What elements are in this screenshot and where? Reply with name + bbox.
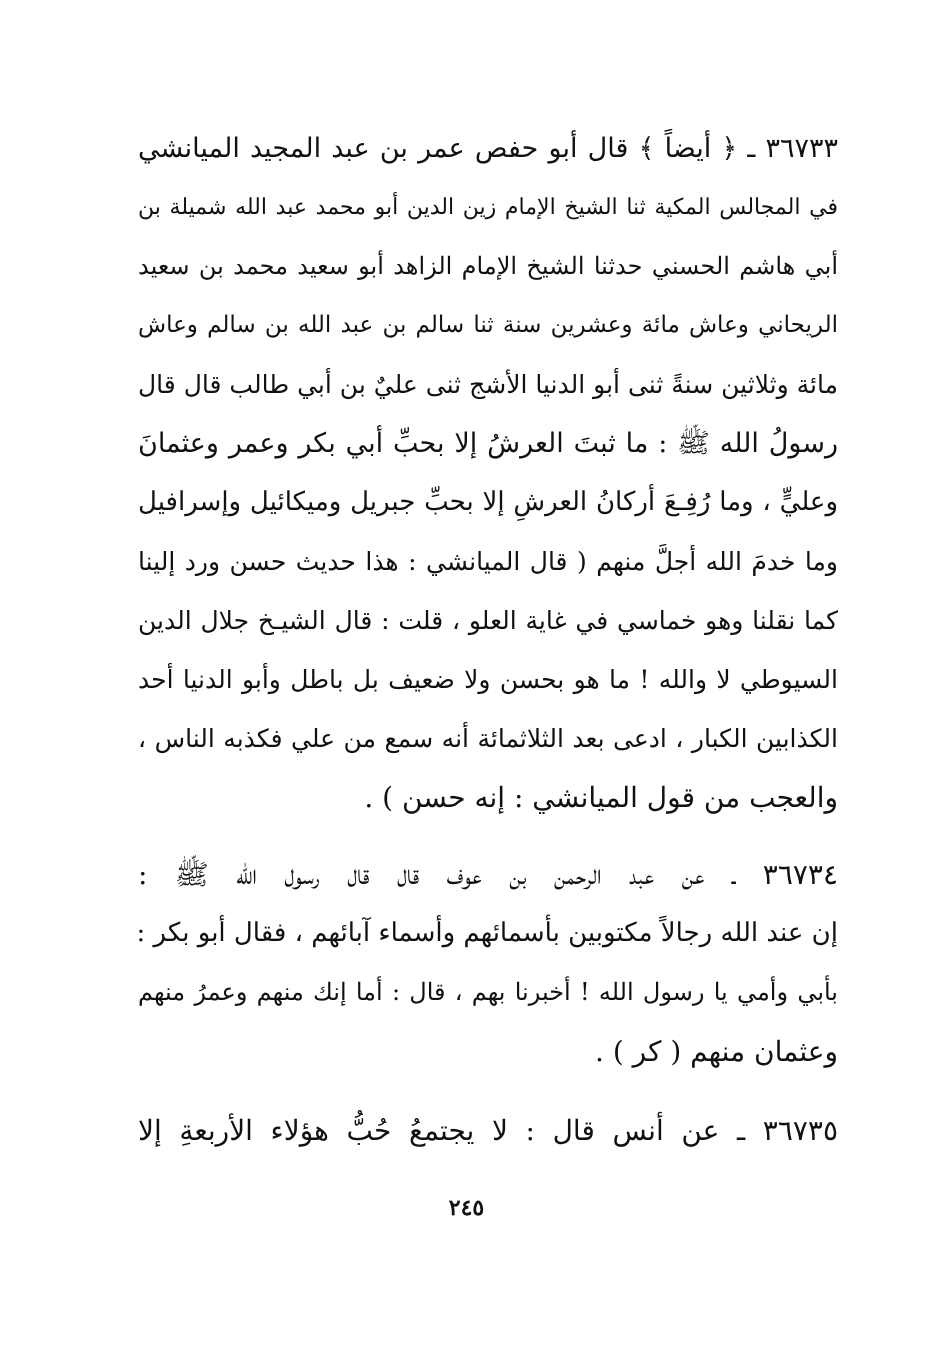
hadith-36734 xyxy=(138,845,838,1081)
text-line: الريحاني وعاش مائة وعشرين سنة ثنا سالم بن عبد الله بن سالم وعاش xyxy=(138,312,838,338)
text-line: وعثمان منهم ( كر ) . xyxy=(595,1035,838,1068)
text-line: الكذابين الكبار ، ادعى بعد الثلاثمائة أنه سمع من علي فكذبه الناس ، xyxy=(138,724,838,753)
text-line: وما خدمَ الله أجلَّ منهم ( قال الميانشي : هذا حديث حسن ورد إلينا xyxy=(138,547,838,576)
text-line: في المجالس المكية ثنا الشيخ الإمام زين الدين أبو محمد عبد الله شميلة بن xyxy=(138,195,838,220)
text-line: السيوطي لا والله ! ما هو بحسن ولا ضعيف بل باطل وأبو الدنيا أحد xyxy=(138,665,838,694)
text-line: كما نقلنا وهو خماسي في غاية العلو ، قلت : قال الشيـخ جلال الدين xyxy=(138,606,838,635)
text-line: ٣٦٧٣٤ ـ عن عبد الرحمن بن عوف قال قال رسول الله ﷺ : xyxy=(138,858,838,891)
page-number: ٢٤٥ xyxy=(448,1195,485,1221)
text-line: وعليٍّ ، وما رُفِـعَ أركانُ العرشِ إلا بحبِّ جبريل وميكائيل وإسرافيل xyxy=(138,487,838,517)
hadith-36733 xyxy=(138,119,838,827)
hadith-36735 xyxy=(138,1101,838,1160)
text-line: ٣٦٧٣٣ ـ ﴿ أيضاً ﴾ قال أبو حفص عمر بن عبد المجيد الميانشي xyxy=(138,133,838,164)
text-line: إن عند الله رجالاً مكتوبين بأسمائهم وأسماء آبائهم ، فقال أبو بكر : xyxy=(136,918,838,948)
text-line: أبي هاشم الحسني حدثنا الشيخ الإمام الزاهد أبو سعيد محمد بن سعيد xyxy=(138,252,838,280)
text-line: رسولُ الله ﷺ : ما ثبتَ العرشُ إلا بحبِّ أبي بكر وعمر وعثمانَ xyxy=(138,428,838,459)
text-line: بأبي وأمي يا رسول الله ! أخبرنا بهم ، قال : أما إنك منهم وعمرُ منهم xyxy=(138,978,838,1006)
text-line: والعجب من قول الميانشي : إنه حسن ) . xyxy=(364,781,838,814)
text-line: مائة وثلاثين سنةً ثنى أبو الدنيا الأشج ثنى عليٌ بن أبي طالب قال قال xyxy=(138,370,838,399)
text-line: ٣٦٧٣٥ ـ عن أنس قال : لا يجتمعُ حُبُّ هؤلاء الأربعةِ إلا xyxy=(138,1114,838,1147)
